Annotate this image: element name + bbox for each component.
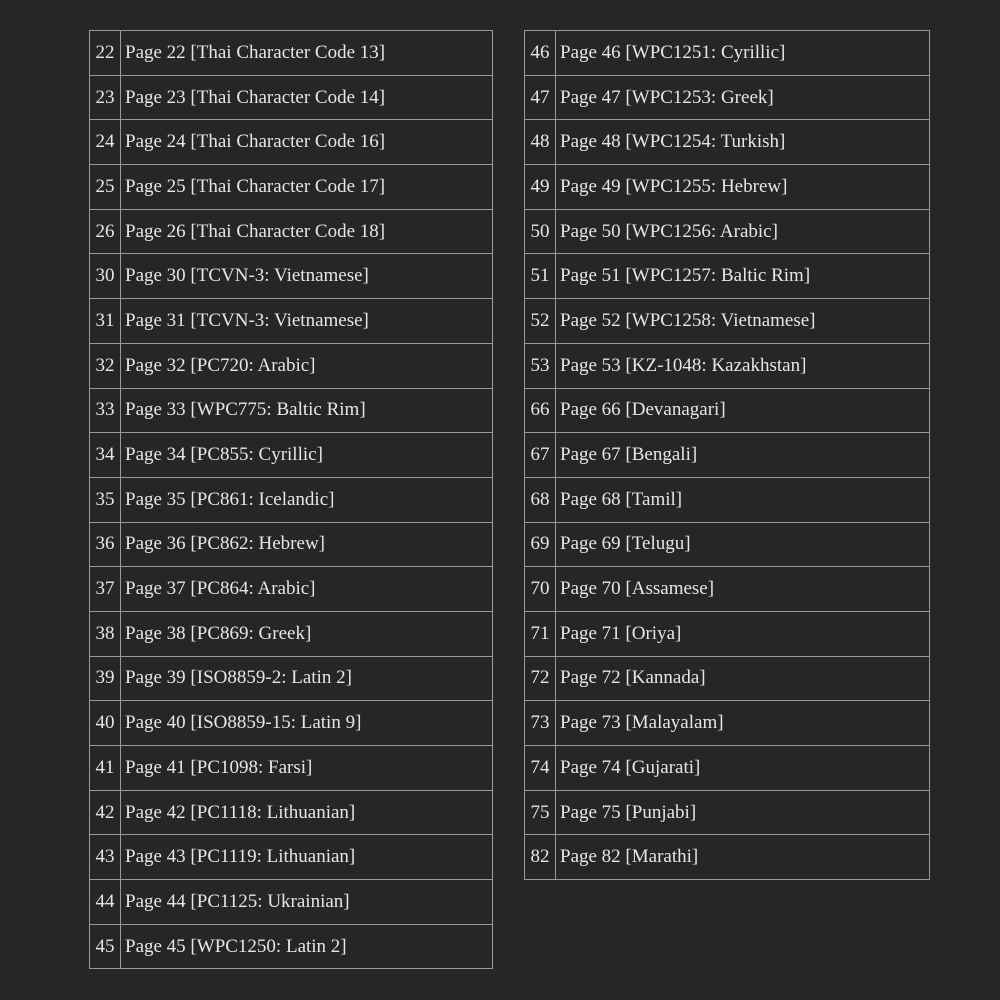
- table-row: [90, 835, 493, 880]
- code-page-number: 73: [525, 701, 556, 746]
- code-page-number: 48: [525, 120, 556, 165]
- code-page-number: 36: [90, 522, 121, 567]
- code-page-number: 43: [90, 835, 121, 880]
- code-page-description: Page 34 [PC855: Cyrillic]: [121, 433, 493, 478]
- code-page-table-left: [89, 30, 493, 969]
- code-page-description: Page 50 [WPC1256: Arabic]: [556, 209, 930, 254]
- code-page-description: Page 82 [Marathi]: [556, 835, 930, 880]
- table-row: [90, 880, 493, 925]
- code-page-description: Page 75 [Punjabi]: [556, 790, 930, 835]
- table-row: [525, 567, 930, 612]
- code-page-description: Page 42 [PC1118: Lithuanian]: [121, 790, 493, 835]
- code-page-table-left-body: [90, 31, 493, 969]
- table-row: [90, 31, 493, 76]
- code-page-description: Page 22 [Thai Character Code 13]: [121, 31, 493, 76]
- table-row: [90, 477, 493, 522]
- table-row: [525, 656, 930, 701]
- table-row: [90, 656, 493, 701]
- code-page-number: 69: [525, 522, 556, 567]
- code-page-number: 37: [90, 567, 121, 612]
- code-page-number: 22: [90, 31, 121, 76]
- code-page-description: Page 39 [ISO8859-2: Latin 2]: [121, 656, 493, 701]
- code-page-number: 71: [525, 611, 556, 656]
- code-page-table-right-body: [525, 31, 930, 880]
- code-page-number: 45: [90, 924, 121, 969]
- code-page-description: Page 45 [WPC1250: Latin 2]: [121, 924, 493, 969]
- code-page-description: Page 33 [WPC775: Baltic Rim]: [121, 388, 493, 433]
- code-page-number: 51: [525, 254, 556, 299]
- code-page-description: Page 36 [PC862: Hebrew]: [121, 522, 493, 567]
- code-page-description: Page 68 [Tamil]: [556, 477, 930, 522]
- table-row: [90, 388, 493, 433]
- table-row: [525, 343, 930, 388]
- code-page-number: 50: [525, 209, 556, 254]
- code-page-description: Page 31 [TCVN-3: Vietnamese]: [121, 299, 493, 344]
- table-row: [525, 746, 930, 791]
- code-page-description: Page 70 [Assamese]: [556, 567, 930, 612]
- code-page-description: Page 40 [ISO8859-15: Latin 9]: [121, 701, 493, 746]
- table-row: [90, 343, 493, 388]
- code-page-description: Page 37 [PC864: Arabic]: [121, 567, 493, 612]
- code-page-number: 31: [90, 299, 121, 344]
- code-page-number: 66: [525, 388, 556, 433]
- code-page-description: Page 44 [PC1125: Ukrainian]: [121, 880, 493, 925]
- table-row: [90, 254, 493, 299]
- table-row: [90, 924, 493, 969]
- table-row: [525, 299, 930, 344]
- table-row: [90, 701, 493, 746]
- table-row: [90, 209, 493, 254]
- table-row: [525, 790, 930, 835]
- code-page-description: Page 74 [Gujarati]: [556, 746, 930, 791]
- table-row: [90, 611, 493, 656]
- code-page-table-right: [524, 30, 930, 880]
- code-page-number: 68: [525, 477, 556, 522]
- code-page-number: 26: [90, 209, 121, 254]
- code-page-number: 46: [525, 31, 556, 76]
- code-page-description: Page 72 [Kannada]: [556, 656, 930, 701]
- code-page-description: Page 26 [Thai Character Code 18]: [121, 209, 493, 254]
- table-row: [525, 522, 930, 567]
- code-page-description: Page 49 [WPC1255: Hebrew]: [556, 165, 930, 210]
- table-row: [525, 254, 930, 299]
- table-row: [525, 165, 930, 210]
- code-page-description: Page 67 [Bengali]: [556, 433, 930, 478]
- code-page-number: 39: [90, 656, 121, 701]
- code-page-description: Page 51 [WPC1257: Baltic Rim]: [556, 254, 930, 299]
- table-row: [525, 433, 930, 478]
- code-page-number: 30: [90, 254, 121, 299]
- code-page-description: Page 48 [WPC1254: Turkish]: [556, 120, 930, 165]
- table-row: [90, 790, 493, 835]
- code-page-description: Page 73 [Malayalam]: [556, 701, 930, 746]
- table-row: [525, 120, 930, 165]
- code-page-number: 47: [525, 75, 556, 120]
- code-page-description: Page 66 [Devanagari]: [556, 388, 930, 433]
- code-page-number: 24: [90, 120, 121, 165]
- table-row: [90, 522, 493, 567]
- code-page-description: Page 30 [TCVN-3: Vietnamese]: [121, 254, 493, 299]
- code-page-number: 52: [525, 299, 556, 344]
- table-row: [90, 165, 493, 210]
- table-row: [90, 120, 493, 165]
- code-page-number: 75: [525, 790, 556, 835]
- code-page-number: 33: [90, 388, 121, 433]
- code-page-number: 38: [90, 611, 121, 656]
- code-page-description: Page 71 [Oriya]: [556, 611, 930, 656]
- code-page-description: Page 38 [PC869: Greek]: [121, 611, 493, 656]
- code-page-description: Page 53 [KZ-1048: Kazakhstan]: [556, 343, 930, 388]
- table-row: [525, 209, 930, 254]
- code-page-description: Page 32 [PC720: Arabic]: [121, 343, 493, 388]
- code-page-description: Page 35 [PC861: Icelandic]: [121, 477, 493, 522]
- table-row: [525, 388, 930, 433]
- code-page-number: 72: [525, 656, 556, 701]
- code-page-description: Page 24 [Thai Character Code 16]: [121, 120, 493, 165]
- code-page-description: Page 25 [Thai Character Code 17]: [121, 165, 493, 210]
- code-page-description: Page 46 [WPC1251: Cyrillic]: [556, 31, 930, 76]
- code-page-description: Page 69 [Telugu]: [556, 522, 930, 567]
- table-row: [90, 567, 493, 612]
- table-row: [90, 433, 493, 478]
- code-page-description: Page 43 [PC1119: Lithuanian]: [121, 835, 493, 880]
- table-row: [525, 611, 930, 656]
- code-page-number: 82: [525, 835, 556, 880]
- code-page-number: 35: [90, 477, 121, 522]
- code-page-description: Page 52 [WPC1258: Vietnamese]: [556, 299, 930, 344]
- code-page-number: 32: [90, 343, 121, 388]
- code-page-number: 67: [525, 433, 556, 478]
- table-row: [90, 299, 493, 344]
- code-page-number: 70: [525, 567, 556, 612]
- code-page-number: 53: [525, 343, 556, 388]
- code-page-number: 40: [90, 701, 121, 746]
- code-page-number: 34: [90, 433, 121, 478]
- code-page-description: Page 41 [PC1098: Farsi]: [121, 746, 493, 791]
- code-page-number: 74: [525, 746, 556, 791]
- code-page-number: 49: [525, 165, 556, 210]
- table-row: [525, 75, 930, 120]
- code-page-number: 42: [90, 790, 121, 835]
- code-page-number: 41: [90, 746, 121, 791]
- table-row: [90, 746, 493, 791]
- code-page-description: Page 23 [Thai Character Code 14]: [121, 75, 493, 120]
- table-row: [90, 75, 493, 120]
- code-page-description: Page 47 [WPC1253: Greek]: [556, 75, 930, 120]
- table-row: [525, 835, 930, 880]
- table-row: [525, 477, 930, 522]
- code-page-number: 25: [90, 165, 121, 210]
- code-page-number: 23: [90, 75, 121, 120]
- table-row: [525, 701, 930, 746]
- table-row: [525, 31, 930, 76]
- code-page-number: 44: [90, 880, 121, 925]
